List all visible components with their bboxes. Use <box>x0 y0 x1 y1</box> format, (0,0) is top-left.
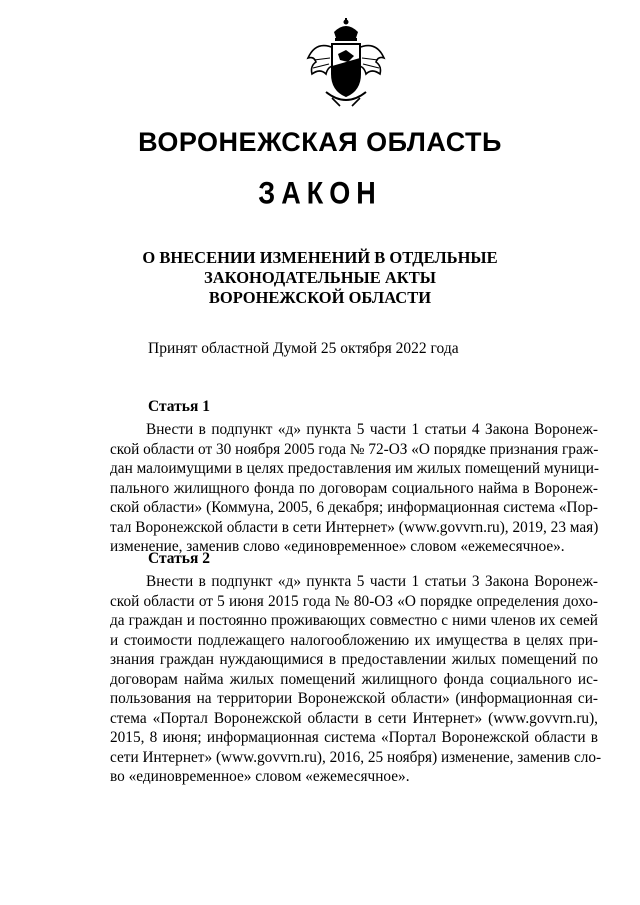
text-line: тал Воронежской области в сети Интернет» (www.govvrn.ru), 2019, 23 мая) <box>110 518 599 536</box>
region-title: ВОРОНЕЖСКАЯ ОБЛАСТЬ <box>138 127 502 157</box>
text-line: изменение, заменив слово «единовременное» словом «ежемесячное». <box>110 538 565 555</box>
text-line: 2015, 8 июня; информационная система «Портал Воронежской области в <box>110 729 598 746</box>
text-line: стема «Портал Воронежской области в сети Интернет» (www.govvrn.ru), <box>110 709 598 727</box>
text-line: договорам найма жилых помещений жилищного фонда социального ис- <box>110 670 598 688</box>
text-line: сети Интернет» (www.govvrn.ru), 2016, 25 ноября) изменение, заменив сло- <box>110 748 602 766</box>
subject-line: ВОРОНЕЖСКОЙ ОБЛАСТИ <box>208 288 432 307</box>
article-2-heading: Статья 2 <box>148 550 210 567</box>
document-type-title: ЗАКОН <box>258 175 382 211</box>
article-1-heading: Статья 1 <box>148 398 210 415</box>
text-line: ской области от 30 ноября 2005 года № 72-ОЗ «О порядке признания граж- <box>110 440 599 458</box>
article-2-text <box>110 572 602 787</box>
subject-line: ЗАКОНОДАТЕЛЬНЫЕ АКТЫ <box>204 268 436 287</box>
text-line: во «единовременное» словом «ежемесячное». <box>110 768 410 785</box>
subject-line: О ВНЕСЕНИИ ИЗМЕНЕНИЙ В ОТДЕЛЬНЫЕ <box>142 248 498 267</box>
law-subject <box>0 248 640 308</box>
text-line: дан малоимущими в целях предоставления им жилых помещений муници- <box>110 460 600 477</box>
text-line: знания граждан нуждающимися в предоставлении жилых помещений по <box>110 651 598 668</box>
text-line: Внести в подпункт «д» пункта 5 части 1 статьи 3 Закона Воронеж- <box>146 573 598 590</box>
text-line: ской области от 5 июня 2015 года № 80-ОЗ «О порядке определения дохо- <box>110 592 598 610</box>
coat-of-arms-icon <box>304 18 388 110</box>
text-line: Внести в подпункт «д» пункта 5 части 1 статьи 4 Закона Воронеж- <box>146 421 598 438</box>
text-line: и стоимости подлежащего налогообложению их имущества в целях при- <box>110 631 598 649</box>
text-line: пользования на территории Воронежской области» (информационная си- <box>110 690 598 707</box>
text-line: пального жилищного фонда по договорам социального найма в Воронеж- <box>110 479 598 497</box>
adoption-date: Принят областной Думой 25 октября 2022 года <box>148 340 459 357</box>
text-line: да граждан и постоянно проживающих совместно с ними членов их семей <box>110 612 598 629</box>
article-1-text <box>110 420 598 557</box>
text-line: ской области» (Коммуна, 2005, 6 декабря; информационная система «Пор- <box>110 499 598 516</box>
